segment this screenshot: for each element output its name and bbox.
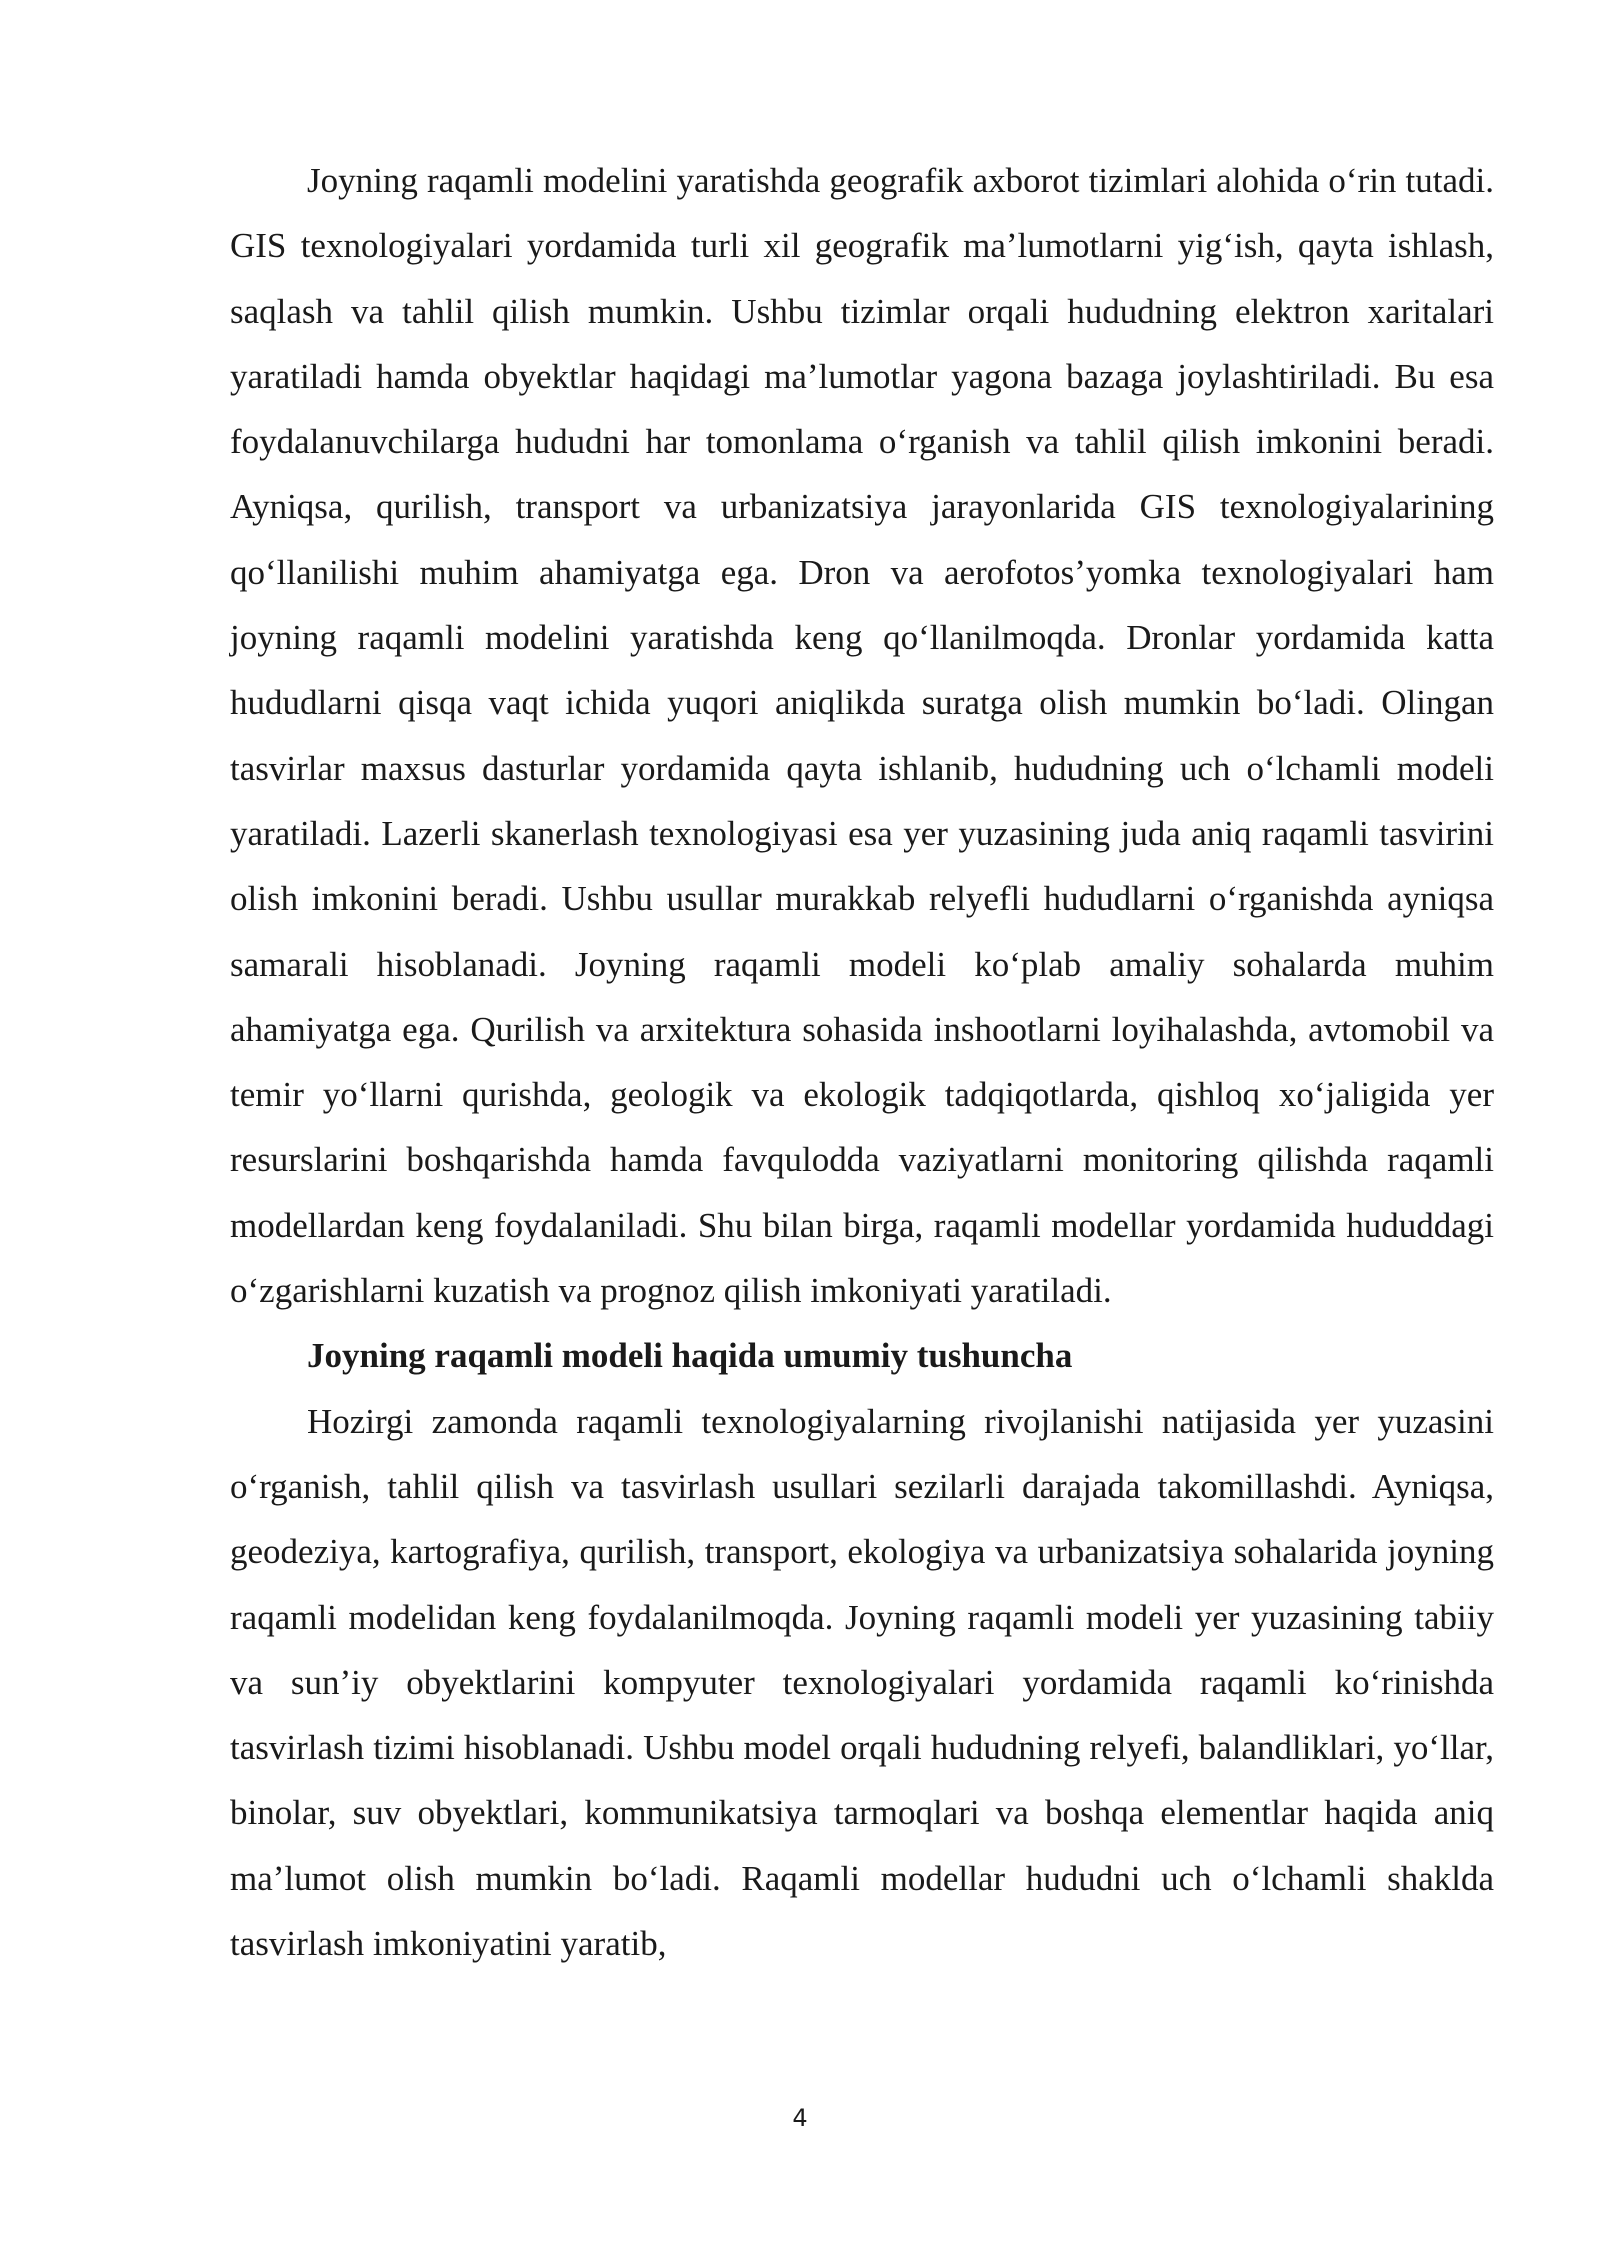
page-content: [230, 148, 1494, 1976]
body-paragraph: Joyning raqamli modelini yaratishda geografik axborot tizimlari alohida oʻrin tutadi. GIS texnologiyalari yordamida turli xil geografik maʼlumotlarni yigʻish, qayta ishlash, saqlash va tahlil qilish mumkin. Ushbu tizimlar orqali hududning elektron xaritalari yaratiladi hamda obyektlar haqidagi maʼlumotlar yagona bazaga joylashtiriladi. Bu esa foydalanuvchilarga hududni har tomonlama oʻrganish va tahlil qilish imkonini beradi. Ayniqsa, qurilish, transport va urbanizatsiya jarayonlarida GIS texnologiyalarining qoʻllanilishi muhim ahamiyatga ega. Dron va aerofotosʼyomka texnologiyalari ham joyning raqamli modelini yaratishda keng qoʻllanilmoqda. Dronlar yordamida katta hududlarni qisqa vaqt ichida yuqori aniqlikda suratga olish mumkin boʻladi. Olingan tasvirlar maxsus dasturlar yordamida qayta ishlanib, hududning uch oʻlchamli modeli yaratiladi. Lazerli skanerlash texnologiyasi esa yer yuzasining juda aniq raqamli tasvirini olish imkonini beradi. Ushbu usullar murakkab relyefli hududlarni oʻrganishda ayniqsa samarali hisoblanadi. Joyning raqamli modeli koʻplab amaliy sohalarda muhim ahamiyatga ega. Qurilish va arxitektura sohasida inshootlarni loyihalashda, avtomobil va temir yoʻllarni qurishda, geologik va ekologik tadqiqotlarda, qishloq xoʻjaligida yer resurslarini boshqarishda hamda favqulodda vaziyatlarni monitoring qilishda raqamli modellardan keng foydalaniladi. Shu bilan birga, raqamli modellar yordamida hududdagi oʻzgarishlarni kuzatish va prognoz qilish imkoniyati yaratiladi.: [230, 161, 1494, 1311]
section-heading: Joyning raqamli modeli haqida umumiy tushuncha: [307, 1336, 1073, 1376]
page-number: 4: [792, 2104, 808, 2132]
body-paragraph: Hozirgi zamonda raqamli texnologiyalarning rivojlanishi natijasida yer yuzasini oʻrganish, tahlil qilish va tasvirlash usullari sezilarli darajada takomillashdi. Ayniqsa, geodeziya, kartografiya, qurilish, transport, ekologiya va urbanizatsiya sohalarida joyning raqamli modelidan keng foydalanilmoqda. Joyning raqamli modeli yer yuzasining tabiiy va sunʼiy obyektlarini kompyuter texnologiyalari yordamida raqamli koʻrinishda tasvirlash tizimi hisoblanadi. Ushbu model orqali hududning relyefi, balandliklari, yoʻllar, binolar, suv obyektlari, kommunikatsiya tarmoqlari va boshqa elementlar haqida aniq maʼlumot olish mumkin boʻladi. Raqamli modellar hududni uch oʻlchamli shaklda tasvirlash imkoniyatini yaratib,: [230, 1401, 1494, 1964]
